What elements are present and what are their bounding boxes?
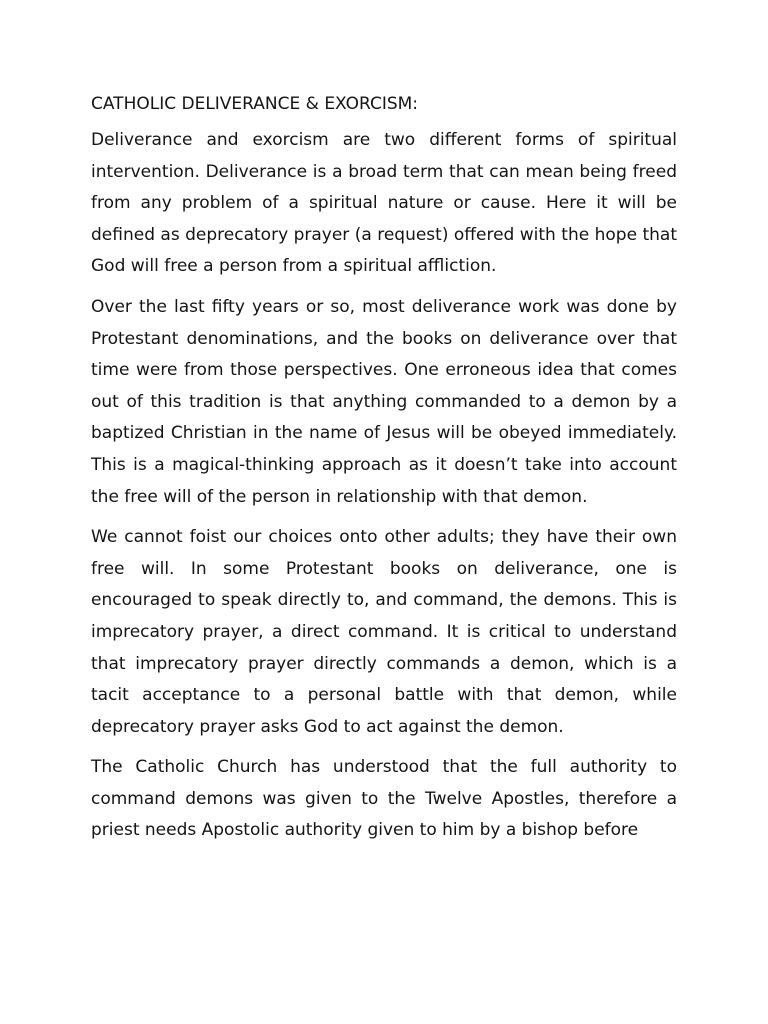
paragraph-free-will: We cannot foist our choices onto other adults; they have their own free will. In some Protestant books on deliverance, one is encouraged to speak directly to, and command, the demons. This is imprecatory prayer, a direct command. It is critical to understand that imprecatory prayer directly commands a demon, which is a tacit acceptance to a personal battle with that demon, while deprecatory prayer asks God to act against the demon. — [91, 527, 677, 737]
paragraph-apostolic-authority: The Catholic Church has understood that the full authority to command demons was given to the Twelve Apostles, therefore a priest needs Apostolic authority given to him by a bishop before — [91, 757, 677, 841]
document-title: CATHOLIC DELIVERANCE & EXORCISM: — [91, 94, 419, 114]
paragraph-deliverance-definition: Deliverance and exorcism are two different forms of spiritual intervention. Deliverance is a broad term that can mean being freed from any problem of a spiritual nature or cause. Here it will be defined as deprecatory prayer (a request) offered with the hope that God will free a person from a spiritual affliction. — [91, 130, 677, 277]
paragraph-protestant-perspective: Over the last fifty years or so, most deliverance work was done by Protestant denominations, and the books on deliverance over that time were from those perspectives. One erroneous idea that comes out of this tradition is that anything commanded to a demon by a baptized Christian in the name of Jesus will be obeyed immediately. This is a magical-thinking approach as it doesn’t take into account the free will of the person in relationship with that demon. — [91, 296, 677, 507]
document-page — [91, 92, 677, 856]
